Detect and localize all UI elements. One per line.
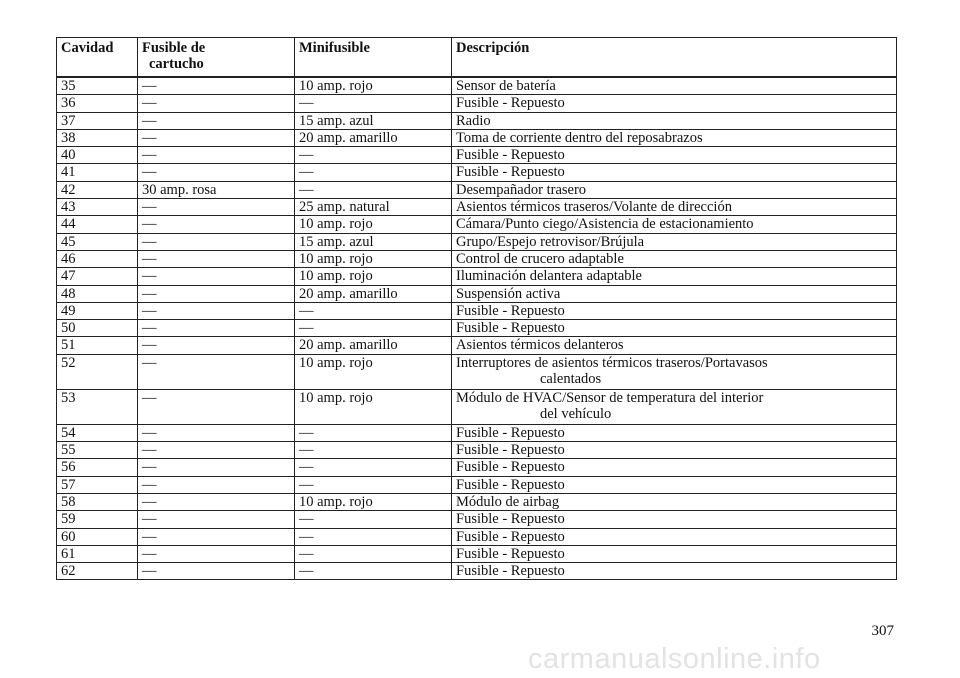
cell-description: Fusible - Repuesto (452, 95, 897, 112)
cell-cartridge-fuse: — (138, 95, 295, 112)
table-row (57, 112, 897, 129)
description-line2: calentados (540, 371, 602, 388)
cell-description: Fusible - Repuesto (452, 320, 897, 337)
cell-cavity: 38 (57, 129, 138, 146)
cell-mini-fuse: 10 amp. rojo (295, 216, 452, 233)
cell-cavity: 47 (57, 268, 138, 285)
header-row (57, 38, 897, 78)
cell-description: Fusible - Repuesto (452, 424, 897, 441)
cell-cavity: 50 (57, 320, 138, 337)
cell-cartridge-fuse: — (138, 129, 295, 146)
cell-cartridge-fuse: — (138, 459, 295, 476)
table-body (57, 77, 897, 580)
header-mini-fuse: Minifusible (295, 38, 452, 78)
cell-cavity: 52 (57, 354, 138, 389)
cell-cartridge-fuse: — (138, 77, 295, 95)
table-row (57, 233, 897, 250)
cell-cartridge-fuse: — (138, 545, 295, 562)
cell-cartridge-fuse: — (138, 493, 295, 510)
cell-cartridge-fuse: — (138, 285, 295, 302)
cell-mini-fuse: — (295, 528, 452, 545)
table-row (57, 459, 897, 476)
table-row (57, 389, 897, 424)
cell-cavity: 61 (57, 545, 138, 562)
header-cavity: Cavidad (57, 38, 138, 78)
cell-description: Cámara/Punto ciego/Asistencia de estacionamiento (452, 216, 897, 233)
cell-cartridge-fuse: — (138, 354, 295, 389)
fuse-table (56, 37, 897, 580)
cell-mini-fuse: — (295, 95, 452, 112)
cell-cartridge-fuse: — (138, 389, 295, 424)
cell-cavity: 46 (57, 250, 138, 267)
table-row (57, 77, 897, 95)
table-header (57, 38, 897, 78)
cell-cartridge-fuse: — (138, 147, 295, 164)
table-row (57, 442, 897, 459)
table-row (57, 181, 897, 198)
cell-cavity: 54 (57, 424, 138, 441)
header-description: Descripción (452, 38, 897, 78)
cell-cartridge-fuse: — (138, 528, 295, 545)
cell-cavity: 56 (57, 459, 138, 476)
cell-cartridge-fuse: — (138, 112, 295, 129)
cell-mini-fuse: 10 amp. rojo (295, 493, 452, 510)
cell-description: Asientos térmicos traseros/Volante de dirección (452, 199, 897, 216)
cell-mini-fuse: — (295, 302, 452, 319)
cell-cavity: 57 (57, 476, 138, 493)
cell-cartridge-fuse: — (138, 268, 295, 285)
table-row (57, 424, 897, 441)
cell-mini-fuse: — (295, 181, 452, 198)
table-row (57, 164, 897, 181)
cell-cartridge-fuse: — (138, 250, 295, 267)
cell-mini-fuse: — (295, 563, 452, 580)
cell-mini-fuse: — (295, 511, 452, 528)
cell-mini-fuse: 20 amp. amarillo (295, 285, 452, 302)
cell-description: Fusible - Repuesto (452, 563, 897, 580)
cell-cavity: 49 (57, 302, 138, 319)
cell-mini-fuse: — (295, 442, 452, 459)
table-row (57, 545, 897, 562)
header-cartridge-fuse (138, 38, 295, 78)
table-row (57, 199, 897, 216)
table-row (57, 302, 897, 319)
cell-mini-fuse: — (295, 545, 452, 562)
cell-description: Fusible - Repuesto (452, 545, 897, 562)
cell-description: Fusible - Repuesto (452, 476, 897, 493)
cell-cartridge-fuse: — (138, 424, 295, 441)
cell-description (452, 389, 897, 424)
cell-description: Fusible - Repuesto (452, 459, 897, 476)
cell-cavity: 43 (57, 199, 138, 216)
table-row (57, 493, 897, 510)
header-cartridge-fuse-line1: Fusible de (142, 40, 206, 56)
cell-mini-fuse: — (295, 459, 452, 476)
cell-mini-fuse: — (295, 320, 452, 337)
description-line1: Módulo de HVAC/Sensor de temperatura del interior (456, 389, 764, 406)
cell-cartridge-fuse: — (138, 442, 295, 459)
cell-mini-fuse: — (295, 476, 452, 493)
cell-description: Suspensión activa (452, 285, 897, 302)
cell-cavity: 44 (57, 216, 138, 233)
cell-cartridge-fuse: — (138, 216, 295, 233)
cell-cartridge-fuse: — (138, 511, 295, 528)
cell-cartridge-fuse: — (138, 337, 295, 354)
cell-cavity: 62 (57, 563, 138, 580)
cell-mini-fuse: 25 amp. natural (295, 199, 452, 216)
table-row (57, 320, 897, 337)
cell-cavity: 42 (57, 181, 138, 198)
cell-cartridge-fuse: — (138, 199, 295, 216)
table-row (57, 511, 897, 528)
cell-cartridge-fuse: — (138, 233, 295, 250)
table-row (57, 147, 897, 164)
table-row (57, 216, 897, 233)
table-row (57, 476, 897, 493)
cell-cartridge-fuse: — (138, 302, 295, 319)
cell-mini-fuse: 20 amp. amarillo (295, 337, 452, 354)
cell-description (452, 354, 897, 389)
cell-description: Fusible - Repuesto (452, 528, 897, 545)
cell-description: Grupo/Espejo retrovisor/Brújula (452, 233, 897, 250)
cell-mini-fuse: — (295, 424, 452, 441)
cell-description: Control de crucero adaptable (452, 250, 897, 267)
cell-mini-fuse: 10 amp. rojo (295, 389, 452, 424)
header-cartridge-fuse-line2: cartucho (149, 56, 204, 73)
cell-cartridge-fuse: — (138, 563, 295, 580)
cell-description: Sensor de batería (452, 77, 897, 95)
cell-cavity: 41 (57, 164, 138, 181)
cell-cavity: 45 (57, 233, 138, 250)
cell-mini-fuse: 15 amp. azul (295, 112, 452, 129)
cell-cavity: 55 (57, 442, 138, 459)
table-row (57, 250, 897, 267)
cell-mini-fuse: — (295, 164, 452, 181)
cell-cartridge-fuse: — (138, 476, 295, 493)
table-row (57, 268, 897, 285)
cell-mini-fuse: 20 amp. amarillo (295, 129, 452, 146)
cell-cavity: 37 (57, 112, 138, 129)
cell-description: Fusible - Repuesto (452, 147, 897, 164)
cell-description: Asientos térmicos delanteros (452, 337, 897, 354)
cell-mini-fuse: — (295, 147, 452, 164)
table-row (57, 129, 897, 146)
cell-description: Desempañador trasero (452, 181, 897, 198)
cell-cavity: 48 (57, 285, 138, 302)
cell-mini-fuse: 10 amp. rojo (295, 77, 452, 95)
cell-description: Toma de corriente dentro del reposabrazos (452, 129, 897, 146)
cell-cavity: 51 (57, 337, 138, 354)
table-row (57, 285, 897, 302)
cell-mini-fuse: 15 amp. azul (295, 233, 452, 250)
description-line1: Interruptores de asientos térmicos traseros/Portavasos (456, 354, 768, 371)
cell-cartridge-fuse: — (138, 164, 295, 181)
cell-mini-fuse: 10 amp. rojo (295, 268, 452, 285)
cell-description: Fusible - Repuesto (452, 511, 897, 528)
cell-description: Fusible - Repuesto (452, 302, 897, 319)
cell-cavity: 36 (57, 95, 138, 112)
page-number: 307 (871, 623, 894, 639)
description-line2: del vehículo (540, 406, 612, 423)
table-row (57, 337, 897, 354)
cell-cavity: 60 (57, 528, 138, 545)
cell-cavity: 58 (57, 493, 138, 510)
cell-cavity: 59 (57, 511, 138, 528)
table-row (57, 95, 897, 112)
cell-cartridge-fuse: 30 amp. rosa (138, 181, 295, 198)
table-row (57, 528, 897, 545)
cell-description: Módulo de airbag (452, 493, 897, 510)
cell-description: Fusible - Repuesto (452, 442, 897, 459)
cell-mini-fuse: 10 amp. rojo (295, 250, 452, 267)
cell-mini-fuse: 10 amp. rojo (295, 354, 452, 389)
cell-cartridge-fuse: — (138, 320, 295, 337)
table-row (57, 354, 897, 389)
table-row (57, 563, 897, 580)
watermark: carmanualsonline.info (528, 643, 821, 675)
cell-cavity: 35 (57, 77, 138, 95)
cell-cavity: 53 (57, 389, 138, 424)
cell-cavity: 40 (57, 147, 138, 164)
cell-description: Fusible - Repuesto (452, 164, 897, 181)
cell-description: Radio (452, 112, 897, 129)
cell-description: Iluminación delantera adaptable (452, 268, 897, 285)
